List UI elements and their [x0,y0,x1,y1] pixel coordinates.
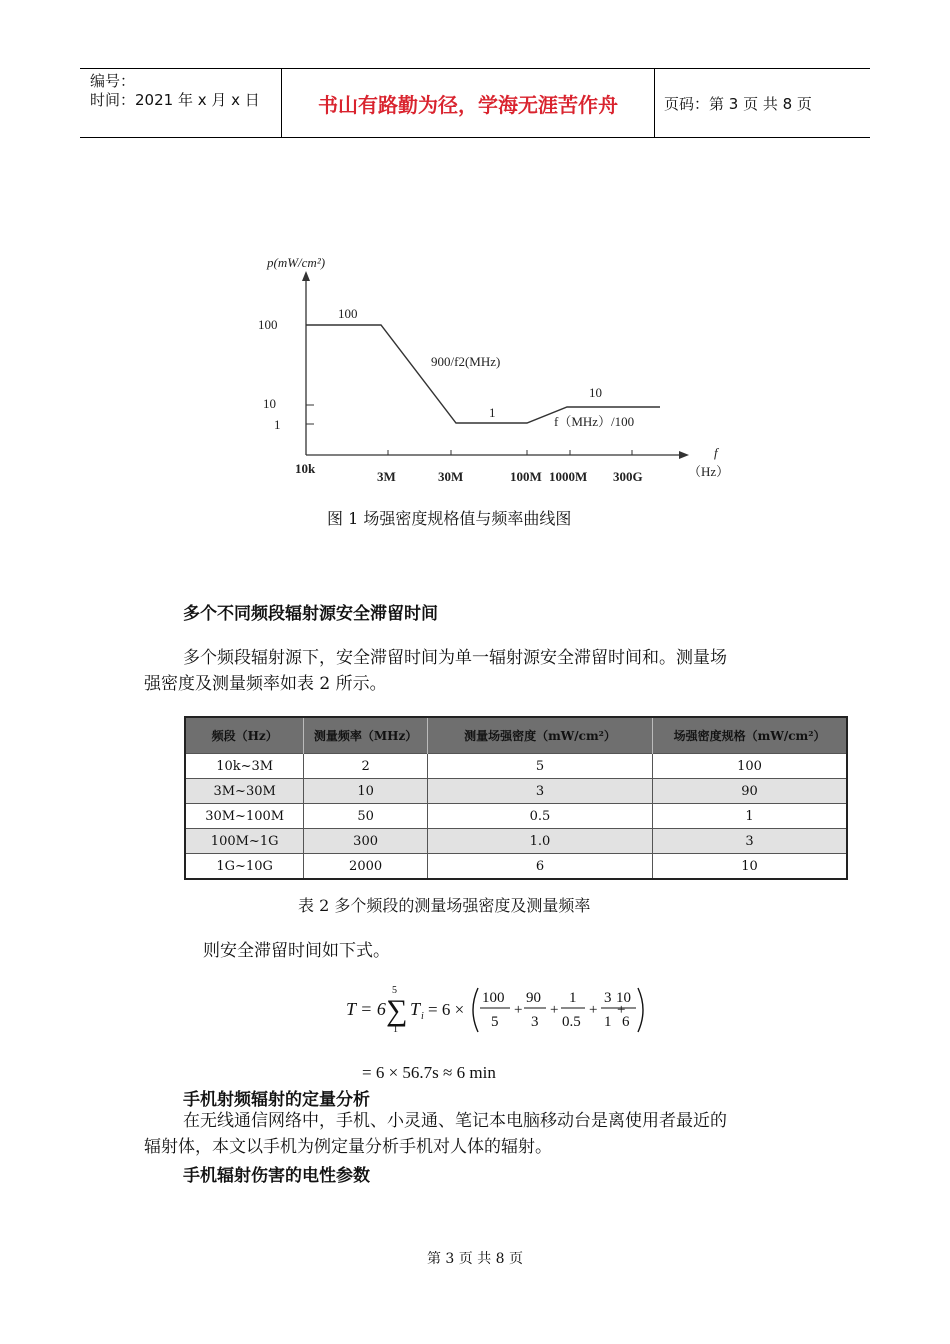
x-axis-unit: （Hz） [688,464,730,479]
annotation-slope-label: 900/f2(MHz) [431,354,501,369]
x-tick-label-1000m: 1000M [549,469,588,484]
formula-multiply: = 6 × [428,1000,465,1019]
annotation-upper-value: 10 [589,385,602,400]
header-meta [80,69,280,137]
table-cell: 2000 [304,854,428,880]
paragraph-line: 多个频段辐射源下，安全滞留时间为单一辐射源安全滞留时间和。测量场 [183,648,727,668]
y-tick-label-10: 10 [263,396,276,411]
table-row [185,779,847,804]
section-heading-electrical-params: 手机辐射伤害的电性参数 [183,1166,370,1186]
table-header-row [185,717,847,754]
document-date: 时间：2021 年 x 月 x 日 [90,91,260,109]
x-tick-label-300g: 300G [613,469,643,484]
table-cell: 30M~100M [185,804,304,829]
fraction-numerator: 3 [604,990,612,1006]
header-page-info: 页码：第 3 页 共 8 页 [664,94,812,113]
spec-curve [306,325,660,423]
table-cell: 3 [427,779,652,804]
table-cell: 10 [304,779,428,804]
paragraph-line: 在无线通信网络中，手机、小灵通、笔记本电脑移动台是离使用者最近的 [183,1111,727,1131]
left-paren [473,988,478,1032]
table-cell: 1.0 [427,829,652,854]
right-paren [638,988,643,1032]
fraction-numerator: 90 [526,990,541,1006]
x-axis-arrow [679,451,689,459]
table-cell: 50 [304,804,428,829]
section-heading-phone-rf: 手机射频辐射的定量分析 [183,1090,370,1110]
y-axis-arrow [302,271,310,281]
fraction-denominator: 1 [604,1014,612,1030]
table-cell: 0.5 [427,804,652,829]
table-cell: 3 [653,829,847,854]
table-cell: 100 [653,754,847,779]
safe-time-formula [340,982,660,1082]
fraction-numerator: 10 [616,990,631,1006]
column-header: 测量频率（MHz） [304,717,428,754]
table-cell: 6 [427,854,652,880]
figure-caption: 图 1 场强密度规格值与频率曲线图 [327,509,572,528]
table-cell: 1 [653,804,847,829]
table-row [185,804,847,829]
table-cell: 10 [653,854,847,880]
svg-text:+: + [550,1002,559,1018]
x-tick-label-30m: 30M [438,469,464,484]
svg-text:+: + [617,1002,626,1018]
fraction-denominator: 3 [531,1014,539,1030]
x-tick-label-10k: 10k [295,461,316,476]
header-motto: 书山有路勤为径，学海无涯苦作舟 [281,69,655,137]
y-axis-label: p(mW/cm²) [267,255,326,270]
sum-lower: 1 [393,1024,398,1035]
sum-term: T [410,999,421,1019]
svg-text:+: + [514,1002,523,1018]
table-cell: 100M~1G [185,829,304,854]
page-footer: 第 3 页 共 8 页 [426,1251,524,1267]
x-axis-label: f [714,445,718,460]
table-cell: 1G~10G [185,854,304,880]
y-tick-label-1: 1 [274,417,281,432]
figure-field-strength-chart [240,245,740,495]
fraction-denominator: 0.5 [562,1014,581,1030]
table-cell: 90 [653,779,847,804]
paragraph-line: 强密度及测量频率如表 2 所示。 [144,674,387,694]
x-tick-label-3m: 3M [377,469,396,484]
document-number: 编号： [90,72,136,90]
sum-upper: 5 [392,985,397,996]
measurement-table [184,716,848,880]
fraction-denominator: 6 [622,1014,630,1030]
section-heading-multi-band: 多个不同频段辐射源安全滞留时间 [183,604,438,624]
page-header [80,68,870,138]
formula-lhs: T = 6 [346,999,386,1019]
fraction-numerator: 100 [482,990,505,1006]
column-header: 频段（Hz） [185,717,304,754]
table-row [185,854,847,880]
sum-term-subscript: i [421,1011,424,1022]
table-cell: 2 [304,754,428,779]
sum-symbol: ∑ [386,994,408,1027]
formula-result: = 6 × 56.7s ≈ 6 min [362,1063,496,1082]
formula-intro: 则安全滞留时间如下式。 [203,941,390,961]
table-cell: 300 [304,829,428,854]
fraction-denominator: 5 [491,1014,499,1030]
fraction-numerator: 1 [569,990,577,1006]
y-tick-label-100: 100 [258,317,278,332]
x-tick-label-100m: 100M [510,469,542,484]
table-caption: 表 2 多个频段的测量场强密度及测量频率 [298,896,591,915]
table-row [185,829,847,854]
table-cell: 10k~3M [185,754,304,779]
annotation-rise-label: f（MHz）/100 [554,414,635,429]
table-row [185,754,847,779]
column-header: 测量场强密度（mW/cm²） [427,717,652,754]
table-cell: 3M~30M [185,779,304,804]
annotation-top-value: 100 [338,306,358,321]
annotation-flat-value: 1 [489,405,496,420]
table-cell: 5 [427,754,652,779]
column-header: 场强密度规格（mW/cm²） [653,717,847,754]
svg-text:+: + [589,1002,598,1018]
paragraph-line: 辐射体，本文以手机为例定量分析手机对人体的辐射。 [144,1137,552,1157]
